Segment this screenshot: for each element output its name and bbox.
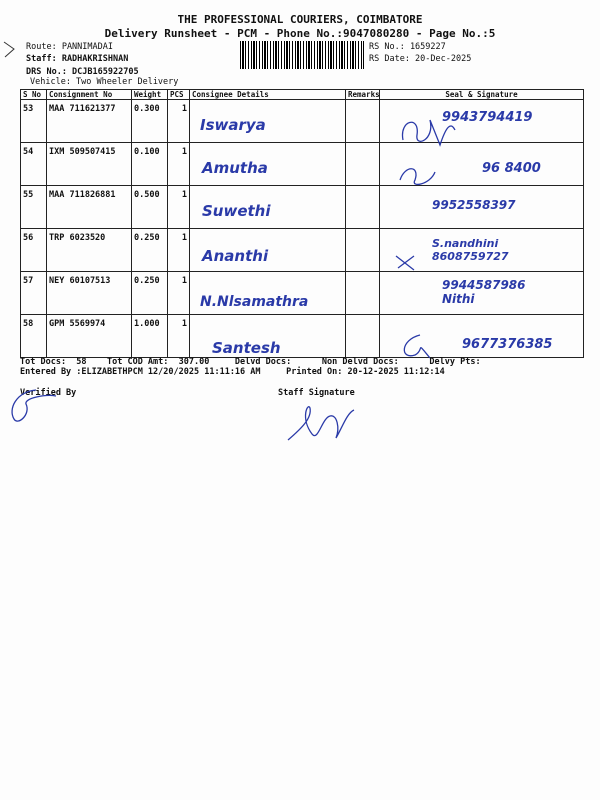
table-row: [21, 143, 584, 186]
cell-consignee: [190, 315, 346, 358]
cell-weight: 0.250: [132, 272, 168, 315]
route-label: Route: PANNIMADAI: [26, 42, 113, 52]
cell-seal: [380, 272, 584, 315]
margin-mark-icon: [2, 40, 18, 60]
col-consignee: Consignee Details: [190, 90, 346, 100]
cell-consignee: [190, 143, 346, 186]
cell-weight: 0.300: [132, 100, 168, 143]
cell-consignment: MAA 711621377: [47, 100, 132, 143]
cell-weight: 1.000: [132, 315, 168, 358]
table-header-row: [21, 90, 584, 100]
cell-consignment: IXM 509507415: [47, 143, 132, 186]
cell-weight: 0.100: [132, 143, 168, 186]
cell-consignment: MAA 711826881: [47, 186, 132, 229]
staff-label: Staff: RADHAKRISHNAN: [26, 54, 129, 64]
consignee-handwriting: Ananthi: [202, 247, 269, 265]
table-row: [21, 186, 584, 229]
staff-signature: [282, 398, 362, 448]
col-sno: S No: [21, 90, 47, 100]
cell-sno: 53: [21, 100, 47, 143]
cell-consignee: [190, 272, 346, 315]
cell-consignee: [190, 229, 346, 272]
cell-pcs: 1: [168, 272, 190, 315]
col-pcs: PCS: [168, 90, 190, 100]
col-seal: Seal & Signature: [380, 90, 584, 100]
seal-handwriting: 9952558397: [432, 198, 516, 212]
cell-sno: 55: [21, 186, 47, 229]
cell-pcs: 1: [168, 186, 190, 229]
rs-number: RS No.: 1659227: [369, 42, 446, 52]
cell-sno: 57: [21, 272, 47, 315]
consignee-handwriting: Iswarya: [200, 116, 266, 134]
company-title: THE PROFESSIONAL COURIERS, COIMBATORE: [177, 13, 423, 26]
cell-consignment: GPM 5569974: [47, 315, 132, 358]
seal-handwriting: 9944587986 Nithi: [442, 278, 526, 306]
cell-seal: [380, 186, 584, 229]
seal-handwriting: S.nandhini 8608759727: [432, 237, 509, 263]
cell-remarks: [346, 100, 380, 143]
cell-remarks: [346, 143, 380, 186]
entered-line: Entered By :ELIZABETHPCM 12/20/2025 11:11:16 AM Printed On: 20-12-2025 11:12:14: [20, 367, 445, 377]
col-consignment: Consignment No: [47, 90, 132, 100]
consignee-handwriting: N.Nlsamathra: [200, 294, 309, 310]
cell-sno: 54: [21, 143, 47, 186]
table-row: [21, 100, 584, 143]
runsheet-table: [20, 89, 584, 358]
cell-weight: 0.500: [132, 186, 168, 229]
rs-date: RS Date: 20-Dec-2025: [369, 54, 472, 64]
cell-sno: 58: [21, 315, 47, 358]
cell-remarks: [346, 272, 380, 315]
cell-remarks: [346, 229, 380, 272]
cell-remarks: [346, 315, 380, 358]
signature-scribble: [395, 160, 445, 190]
cell-consignee: [190, 100, 346, 143]
staff-signature-label: Staff Signature: [278, 388, 355, 398]
cell-consignee: [190, 186, 346, 229]
barcode: [240, 41, 364, 69]
cell-pcs: 1: [168, 229, 190, 272]
cell-sno: 56: [21, 229, 47, 272]
signature-scribble: [395, 110, 465, 155]
table-row: [21, 272, 584, 315]
seal-handwriting: 9677376385: [462, 337, 553, 352]
table-row: [21, 229, 584, 272]
cell-consignment: TRP 6023520: [47, 229, 132, 272]
cell-weight: 0.250: [132, 229, 168, 272]
signature-scribble: [392, 250, 422, 275]
cell-remarks: [346, 186, 380, 229]
table-row: [21, 315, 584, 358]
cell-pcs: 1: [168, 143, 190, 186]
col-remarks: Remarks: [346, 90, 380, 100]
seal-handwriting: 96 8400: [482, 161, 541, 176]
cell-pcs: 1: [168, 315, 190, 358]
drs-number: DRS No.: DCJB165922705: [26, 67, 139, 77]
totals-line: Tot Docs: 58 Tot COD Amt: 307.00 Delvd Docs: Non Delvd Docs: Delvy Pts:: [20, 357, 481, 367]
cell-pcs: 1: [168, 100, 190, 143]
cell-consignment: NEY 60107513: [47, 272, 132, 315]
verified-signature: [6, 384, 66, 429]
runsheet-subtitle: Delivery Runsheet - PCM - Phone No.:9047080280 - Page No.:5: [104, 27, 496, 40]
consignee-handwriting: Amutha: [202, 159, 268, 177]
seal-handwriting: 9943794419: [442, 110, 533, 125]
consignee-handwriting: Suwethi: [202, 202, 271, 220]
vehicle-label: Vehicle: Two Wheeler Delivery: [30, 77, 179, 87]
consignee-handwriting: Santesh: [212, 339, 281, 357]
verified-by-label: Verified By: [20, 388, 77, 398]
col-weight: Weight: [132, 90, 168, 100]
